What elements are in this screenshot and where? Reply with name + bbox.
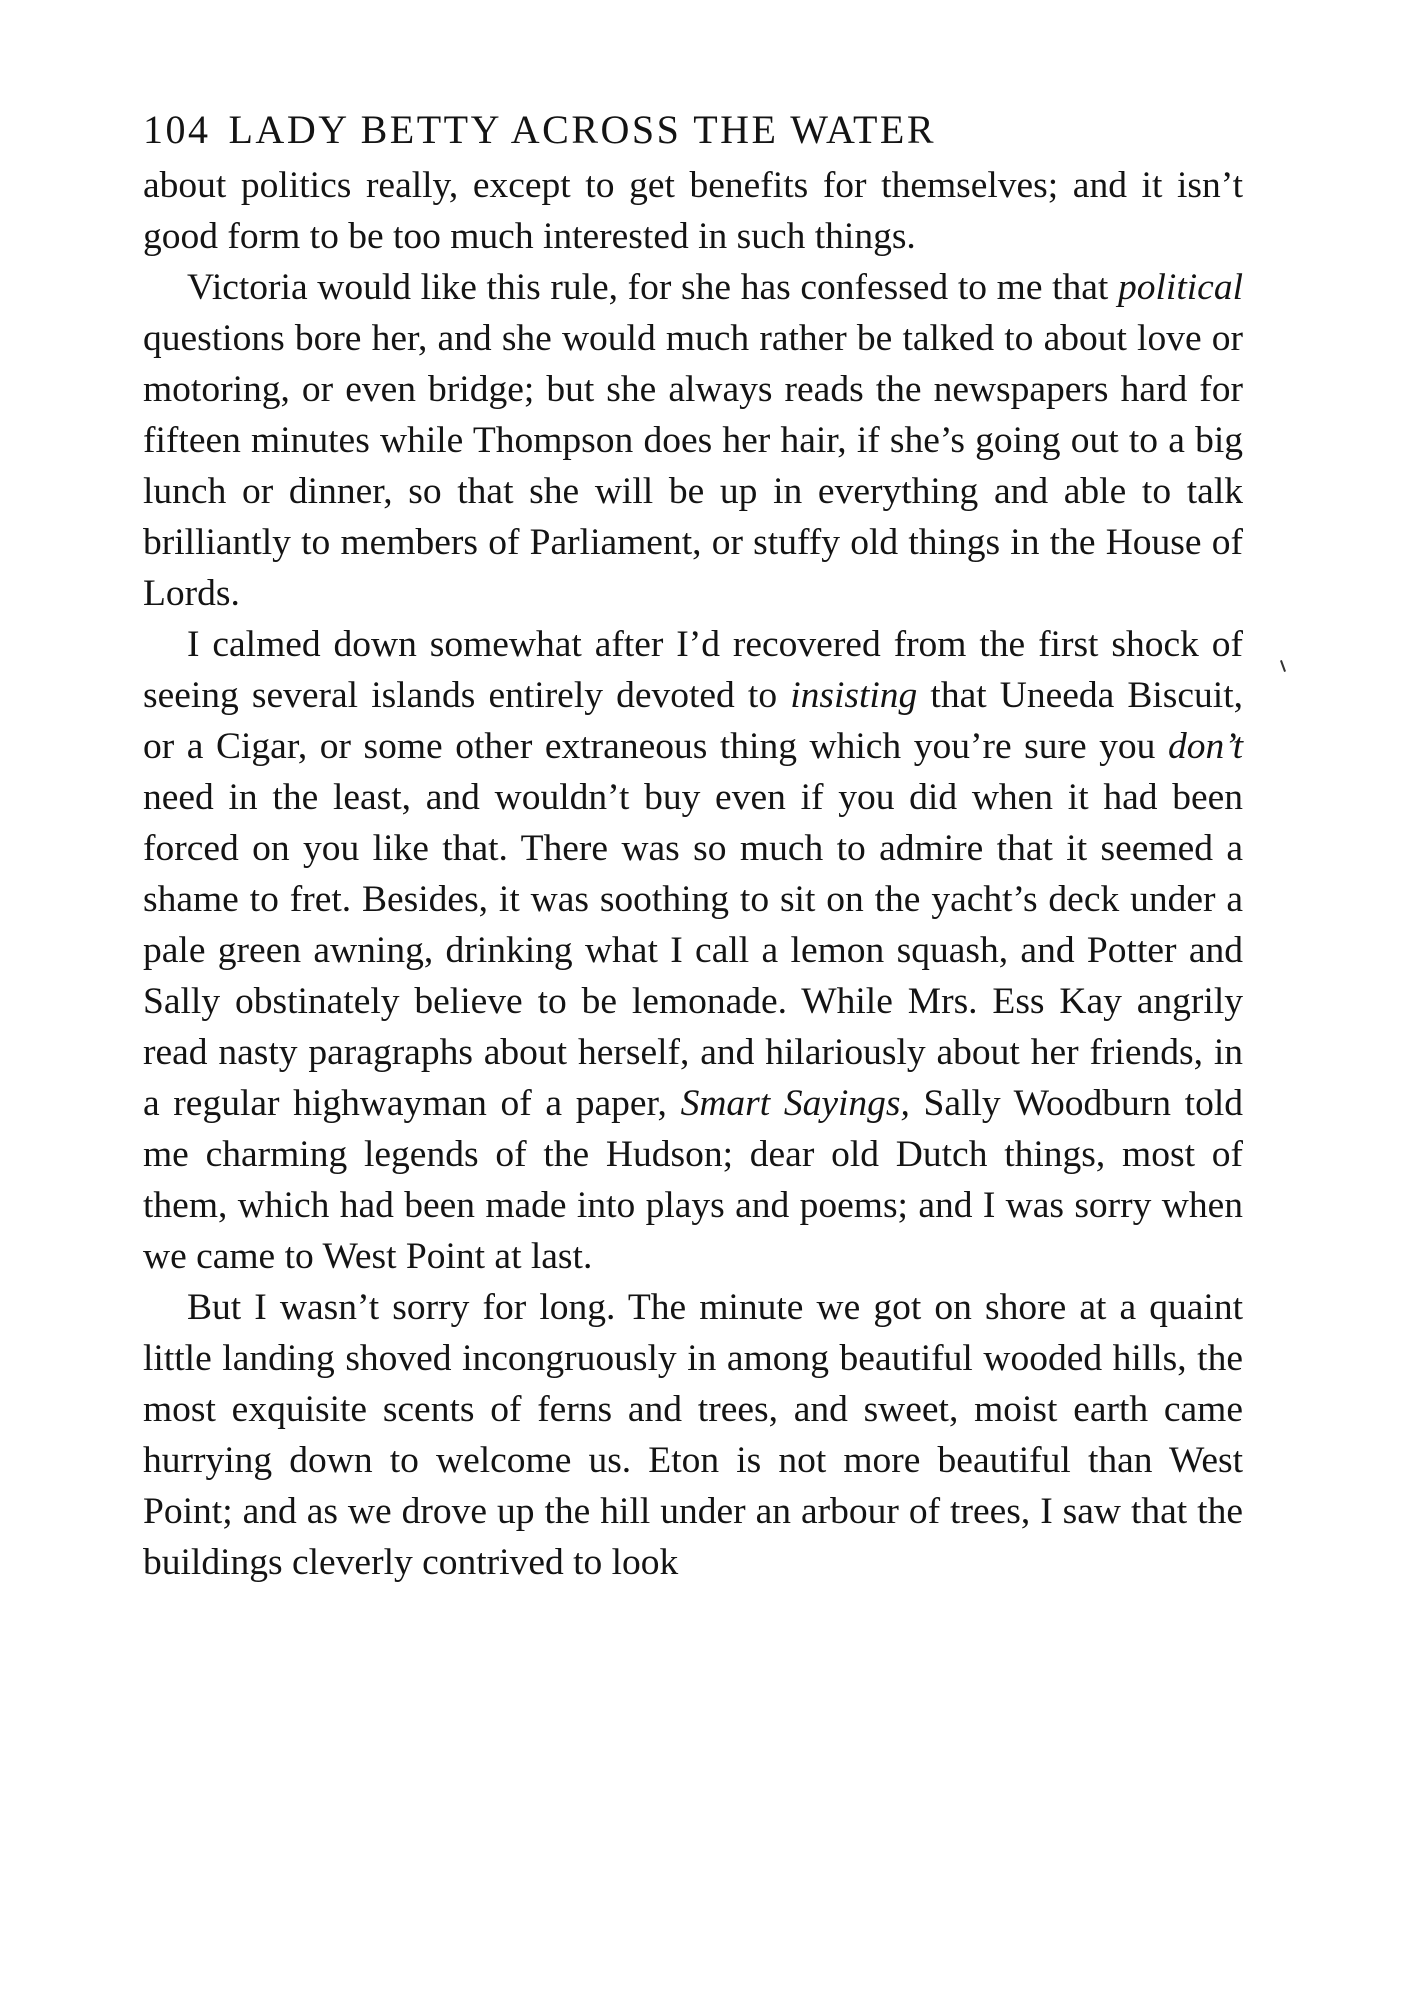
page-number: 104	[143, 107, 211, 152]
italic-phrase: political	[1118, 267, 1243, 308]
italic-phrase: insisting	[790, 675, 918, 716]
italic-phrase: don’t	[1168, 726, 1243, 767]
stray-ink-mark	[1280, 660, 1286, 672]
book-page	[143, 0, 1243, 1994]
paragraph-1: about politics really, except to get benefits for themselves; and it isn’t good form to be too much interested in such things.	[143, 165, 1243, 257]
running-title: LADY BETTY ACROSS THE WATER	[228, 107, 937, 152]
running-head	[143, 100, 1243, 160]
paragraph-4: But I wasn’t sorry for long. The minute we got on shore at a quaint little landing shoved incongruously in among beautiful wooded hills, the most exquisite scents of ferns and trees, and sweet, moist earth came hurrying down to welcome us. Eton is not more beautiful than West Point; and as we drove up the hill under an arbour of trees, I saw that the buildings cleverly contrived to look	[143, 1287, 1243, 1583]
body-text	[143, 160, 1243, 1588]
paragraph-3: I calmed down somewhat after I’d recovered from the first shock of seeing several islands entirely devoted to insisting that Uneeda Biscuit, or a Cigar, or some other extraneous thing which you’re sure you don’t need in the least, and wouldn’t buy even if you did when it had been forced on you like that. There was so much to admire that it seemed a shame to fret. Besides, it was soothing to sit on the yacht’s deck under a pale green awning, drinking what I call a lemon squash, and Potter and Sally obstinately believe to be lemonade. While Mrs. Ess Kay angrily read nasty paragraphs about herself, and hilariously about her friends, in a regular highwayman of a paper, Smart Sayings, Sally Woodburn told me charming legends of the Hudson; dear old Dutch things, most of them, which had been made into plays and poems; and I was sorry when we came to West Point at last.	[143, 624, 1243, 1277]
italic-title: Smart Sayings,	[680, 1083, 910, 1124]
paragraph-2: Victoria would like this rule, for she has confessed to me that political questions bore her, and she would much rather be talked to about love or motoring, or even bridge; but she always reads the newspapers hard for fifteen minutes while Thompson does her hair, if she’s going out to a big lunch or dinner, so that she will be up in everything and able to talk brilliantly to members of Parliament, or stuffy old things in the House of Lords.	[143, 267, 1243, 614]
